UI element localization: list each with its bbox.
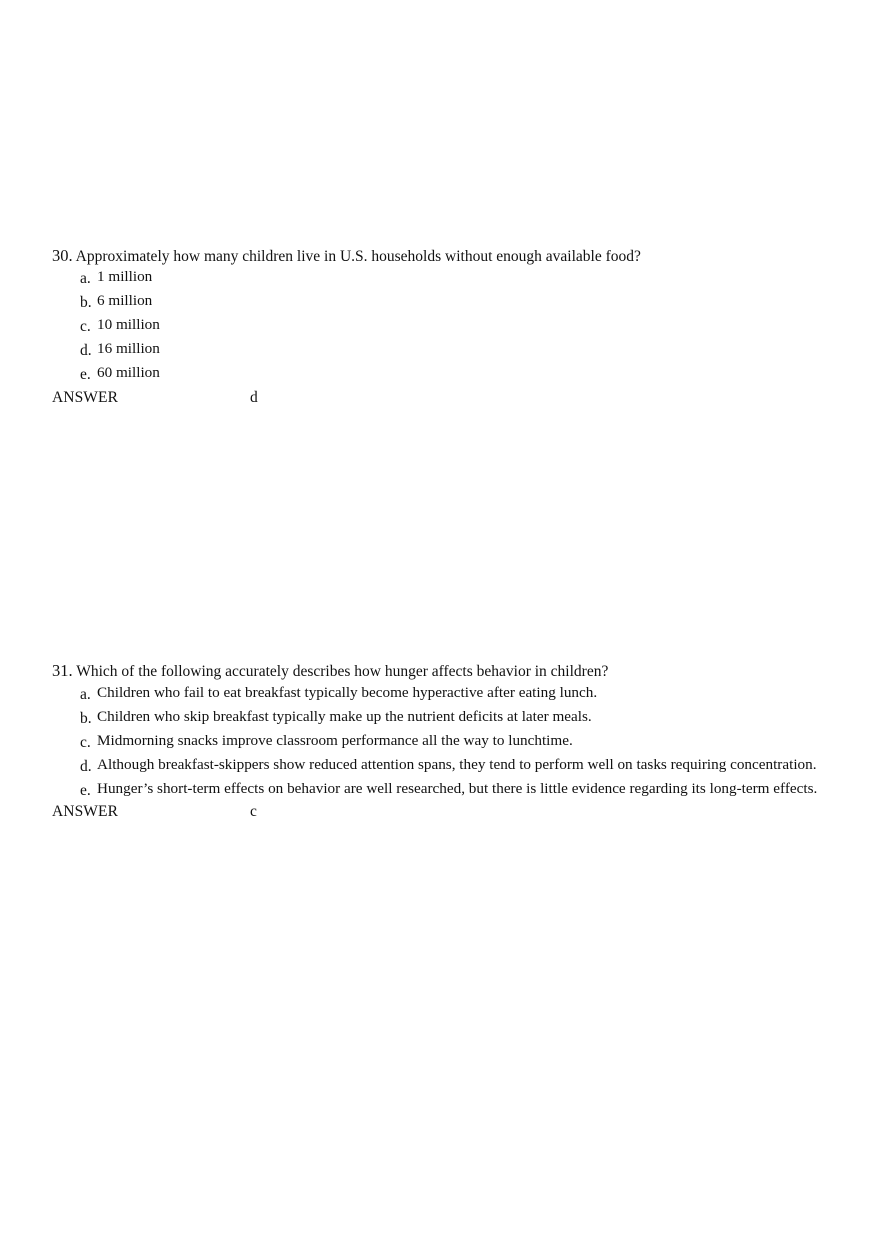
option-d [52,755,842,774]
question-30 [52,246,842,408]
option-letter: e. [80,782,91,799]
option-letter: b. [80,710,92,727]
question-number: 30. [52,246,73,265]
option-letter: c. [80,734,91,751]
option-letter: a. [80,270,91,287]
option-e [52,779,842,798]
option-text: 60 million [97,364,160,381]
option-text: 6 million [97,292,153,309]
answer-value: d [250,389,258,406]
option-letter: a. [80,686,91,703]
option-letter: d. [80,342,92,359]
option-c [52,315,842,334]
option-text: Midmorning snacks improve classroom performance all the way to lunchtime. [97,732,573,749]
answer-row [52,802,842,822]
question-stem [52,661,842,681]
option-a [52,683,842,702]
option-a [52,267,842,286]
option-letter: b. [80,294,92,311]
answer-value: c [250,803,257,820]
option-text: 10 million [97,316,160,333]
option-letter: d. [80,758,92,775]
option-b [52,707,842,726]
question-text: Which of the following accurately describes how hunger affects behavior in children? [76,663,609,680]
option-text: Children who fail to eat breakfast typically become hyperactive after eating lunch. [97,684,598,701]
question-stem [52,246,842,266]
option-letter: e. [80,366,91,383]
option-letter: c. [80,318,91,335]
answer-label: ANSWER [52,803,119,820]
answer-row [52,388,842,408]
option-text: 1 million [97,268,153,285]
answer-label: ANSWER [52,389,119,406]
option-text: Hunger’s short-term effects on behavior are well researched, but there is little evidence regarding its long-term effects. [97,780,818,797]
question-text: Approximately how many children live in U.S. households without enough available food? [75,248,641,265]
question-number: 31. [52,661,73,680]
option-c [52,731,842,750]
option-text: Although breakfast-skippers show reduced attention spans, they tend to perform well on tasks requiring concentration. [97,756,817,773]
option-e [52,363,842,382]
option-text: Children who skip breakfast typically make up the nutrient deficits at later meals. [97,708,592,725]
option-d [52,339,842,358]
question-31 [52,661,842,822]
option-b [52,291,842,310]
option-text: 16 million [97,340,160,357]
